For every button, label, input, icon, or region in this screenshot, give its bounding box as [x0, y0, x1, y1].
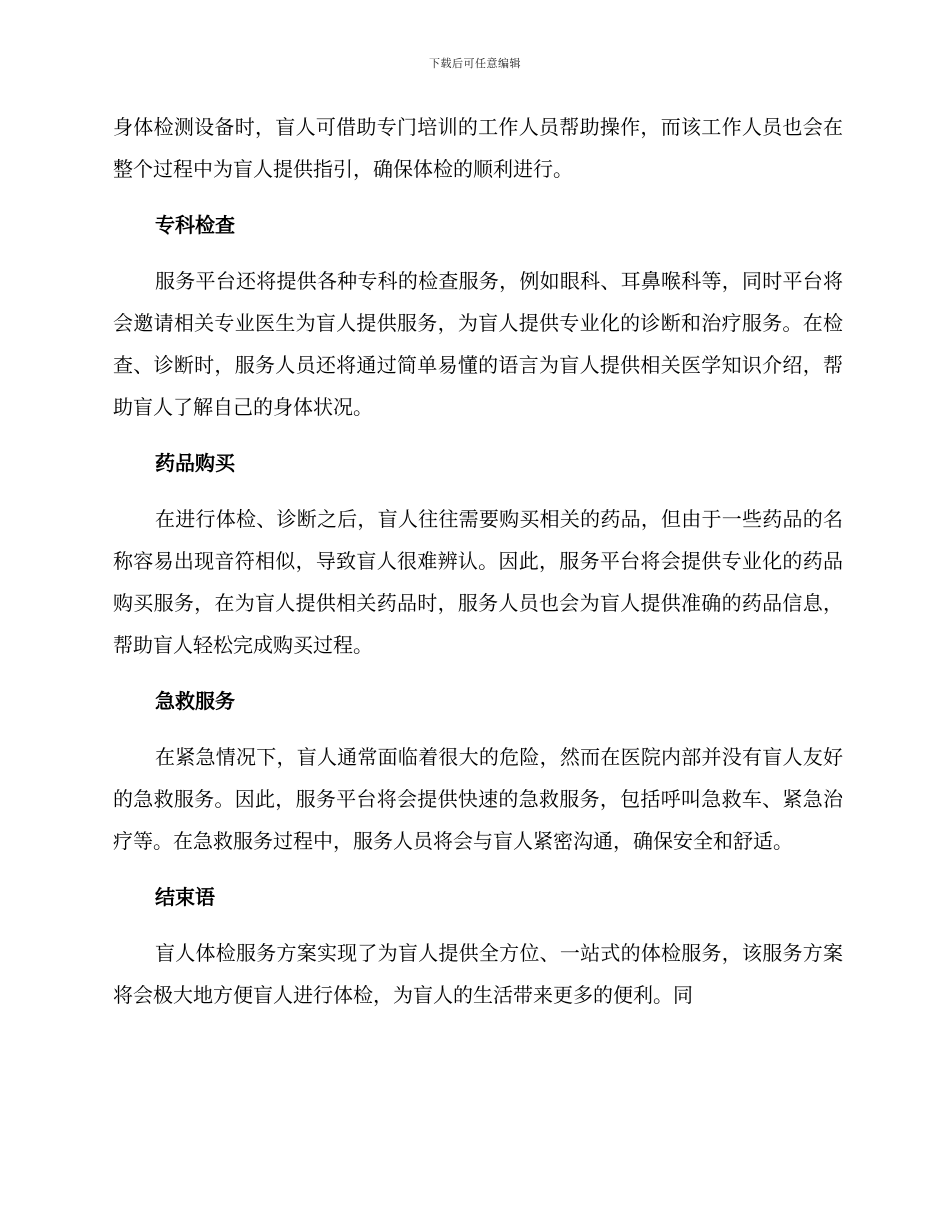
document-body: [113, 106, 843, 1016]
paragraph-medicine-purchase: 在进行体检、诊断之后，盲人往往需要购买相关的药品，但由于一些药品的名称容易出现音符相似，导致盲人很难辨认。因此，服务平台将会提供专业化的药品购买服务，在为盲人提供相关药品时，服务人员也会为盲人提供准确的药品信息，帮助盲人轻松完成购买过程。: [113, 507, 843, 657]
page-header: 下载后可任意编辑: [429, 57, 521, 70]
paragraph-continued-intro: 身体检测设备时，盲人可借助专门培训的工作人员帮助操作，而该工作人员也会在整个过程中为盲人提供指引，确保体检的顺利进行。: [113, 115, 843, 181]
heading-specialist-exam: 专科检查: [155, 213, 235, 237]
paragraph-emergency-service: 在紧急情况下，盲人通常面临着很大的危险，然而在医院内部并没有盲人友好的急救服务。因此，服务平台将会提供快速的急救服务，包括呼叫急救车、紧急治疗等。在急救服务过程中，服务人员将会与盲人紧密沟通，确保安全和舒适。: [113, 745, 843, 853]
paragraph-specialist-exam: 服务平台还将提供各种专科的检查服务，例如眼科、耳鼻喉科等，同时平台将会邀请相关专业医生为盲人提供服务，为盲人提供专业化的诊断和治疗服务。在检查、诊断时，服务人员还将通过简单易懂的语言为盲人提供相关医学知识介绍，帮助盲人了解自己的身体状况。: [113, 269, 843, 419]
heading-conclusion: 结束语: [155, 885, 215, 909]
paragraph-conclusion: 盲人体检服务方案实现了为盲人提供全方位、一站式的体检服务，该服务方案将会极大地方便盲人进行体检，为盲人的生活带来更多的便利。同: [113, 941, 843, 1007]
heading-medicine-purchase: 药品购买: [155, 451, 235, 475]
heading-emergency-service: 急救服务: [155, 689, 235, 713]
